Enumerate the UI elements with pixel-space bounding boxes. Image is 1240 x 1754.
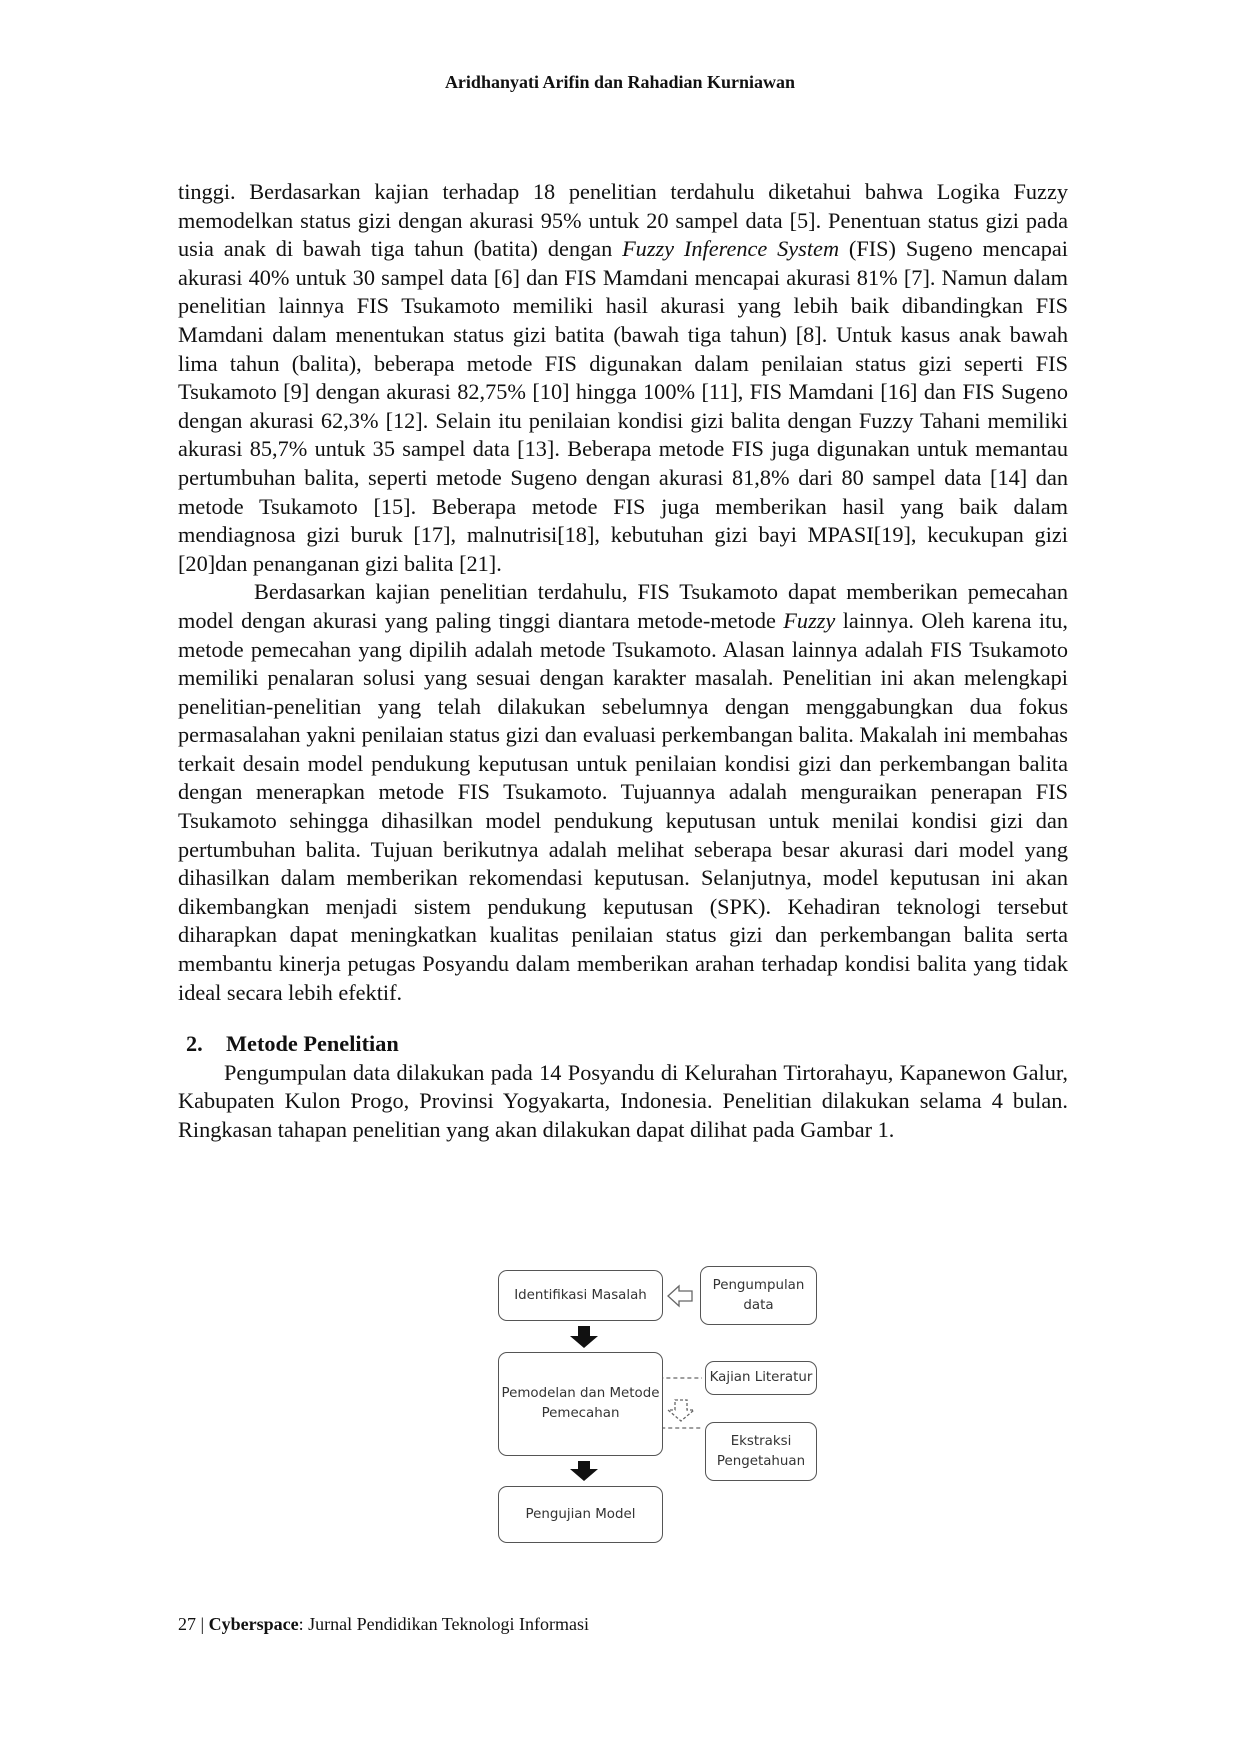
section-paragraph: Pengumpulan data dilakukan pada 14 Posyandu di Kelurahan Tirtorahayu, Kapanewon Galur, Kabupaten Kulon Progo, Provinsi Yogyakarta, Indonesia. Penelitian dilakukan selama 4 bulan. Ringkasan tahapan penelitian yang akan dilakukan dapat dilihat pada Gambar 1. bbox=[178, 1059, 1068, 1142]
hollow-arrow-left-icon bbox=[668, 1286, 692, 1306]
solid-arrow-down-icon bbox=[570, 1461, 598, 1481]
section-number: 2. bbox=[186, 1031, 203, 1057]
journal-name: Cyberspace bbox=[208, 1614, 299, 1634]
box-pemodelan: Pemodelan dan Metode Pemecahan bbox=[498, 1352, 663, 1456]
journal-subtitle: : Jurnal Pendidikan Teknologi Informasi bbox=[298, 1614, 589, 1634]
emphasis-fis: Fuzzy Inference System bbox=[622, 236, 840, 262]
box-kajian-literatur: Kajian Literatur bbox=[705, 1361, 817, 1395]
box-ekstraksi-pengetahuan: Ekstraksi Pengetahuan bbox=[705, 1422, 817, 1481]
box-pengumpulan-data: Pengumpulan data bbox=[700, 1266, 817, 1325]
solid-arrow-down-icon bbox=[570, 1326, 598, 1348]
section-heading bbox=[178, 1030, 1068, 1059]
emphasis-fuzzy: Fuzzy bbox=[783, 607, 836, 633]
research-flow-diagram bbox=[490, 1250, 830, 1550]
paragraph-2: Berdasarkan kajian penelitian terdahulu, FIS Tsukamoto dapat memberikan pemecahan model dengan akurasi yang paling tinggi diantara metode-metode Fuzzy lainnya. Oleh karena itu, metode pemecahan yang dipilih adalah metode Tsukamoto. Alasan lainnya adalah FIS Tsukamoto memiliki penalaran solusi yang sesuai dengan karakter masalah. Penelitian ini akan melengkapi penelitian-penelitian yang telah dilakukan sebelumnya dengan menggabungkan dua fokus permasalahan yakni penilaian status gizi dan evaluasi perkembangan balita. Makalah ini membahas terkait desain model pendukung keputusan untuk penilaian kondisi gizi dan perkembangan balita dengan menerapkan metode FIS Tsukamoto. Tujuannya adalah menguraikan penerapan FIS Tsukamoto sehingga dihasilkan model pendukung keputusan untuk menilai kondisi gizi dan pertumbuhan balita. Tujuan berikutnya adalah melihat seberapa besar akurasi dari model yang dihasilkan dalam memberikan rekomendasi keputusan. Selanjutnya, model keputusan ini akan dikembangkan menjadi sistem pendukung keputusan (SPK). Kehadiran teknologi tersebut diharapkan dapat meningkatkan kualitas penilaian status gizi dan perkembangan balita serta membantu kinerja petugas Posyandu dalam memberikan arahan terhadap kondisi balita yang tidak ideal secara lebih efektif. bbox=[178, 579, 1068, 1005]
box-identifikasi-masalah: Identifikasi Masalah bbox=[498, 1270, 663, 1321]
hollow-arrow-down-icon bbox=[668, 1400, 694, 1421]
page-footer: 27 | Cyberspace: Jurnal Pendidikan Teknologi Informasi bbox=[178, 1614, 589, 1634]
page-number: 27 bbox=[178, 1614, 196, 1634]
box-pengujian-model: Pengujian Model bbox=[498, 1486, 663, 1543]
running-header: Aridhanyati Arifin dan Rahadian Kurniawan bbox=[444, 72, 796, 92]
body-text bbox=[178, 178, 1068, 1145]
paragraph-1: tinggi. Berdasarkan kajian terhadap 18 penelitian terdahulu diketahui bahwa Logika Fuzzy memodelkan status gizi dengan akurasi 95% untuk 20 sampel data [5]. Penentuan status gizi pada usia anak di bawah tiga tahun (batita) dengan Fuzzy Inference System (FIS) Sugeno mencapai akurasi 40% untuk 30 sampel data [6] dan FIS Mamdani mencapai akurasi 81% [7]. Namun dalam penelitian lainnya FIS Tsukamoto memiliki hasil akurasi yang lebih baik dibandingkan FIS Mamdani dalam menentukan status gizi batita (bawah tiga tahun) [8]. Untuk kasus anak bawah lima tahun (balita), beberapa metode FIS digunakan dalam penilaian status gizi seperti FIS Tsukamoto [9] dengan akurasi 82,75% [10] hingga 100% [11], FIS Mamdani [16] dan FIS Sugeno dengan akurasi 62,3% [12]. Selain itu penilaian kondisi gizi balita dengan Fuzzy Tahani memiliki akurasi 85,7% untuk 35 sampel data [13]. Beberapa metode FIS juga digunakan untuk memantau pertumbuhan balita, seperti metode Sugeno dengan akurasi 81,8% dari 80 sampel data [14] dan metode Tsukamoto [15]. Beberapa metode FIS juga memberikan hasil yang baik dalam mendiagnosa gizi buruk [17], malnutrisi[18], kebutuhan gizi bayi MPASI[19], kecukupan gizi [20]dan penanganan gizi balita [21]. bbox=[178, 179, 1068, 576]
section-title: Metode Penelitian bbox=[226, 1031, 399, 1057]
